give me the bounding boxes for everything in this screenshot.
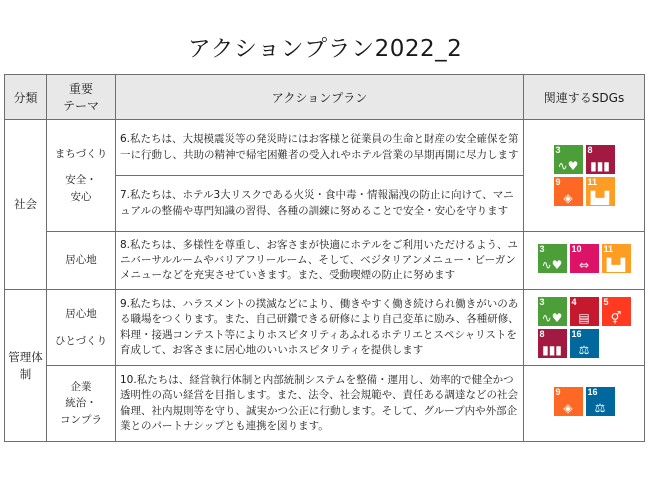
plan-item-8: 8.私たちは、多様性を尊重し、お客さまが快適にホテルをご利用いただけるよう、ユニバーサルルームやバリアフリールーム、そして、ベジタリアンメニュー・ビーガンメニューなどを充実させていきます。また、受動喫煙の防止に努めます [116,232,524,290]
theme-governance: 企業 統治・ コンプラ [47,366,116,442]
sdg-number: 16 [571,329,582,339]
heartbeat-icon: ∿♥ [541,258,563,272]
cubes-icon: ◈ [563,191,573,205]
table-row [5,232,645,290]
equality-icon: ⇔ [578,258,590,272]
sdg-8-tile [586,145,615,174]
gender-icon: ⚥ [610,311,622,325]
page-title: アクションプラン2022_2 [187,36,463,62]
sdg-icons [538,297,631,358]
growth-chart-icon: ▮▮▮ [590,159,610,173]
table-row [5,290,645,366]
sdg-16-tile [586,387,615,416]
action-plan-table [4,74,645,442]
header-plan: アクションプラン [116,75,524,120]
plan-item-7: 7.私たちは、ホテル3大リスクである火災・食中毒・情報漏洩の防止に向けて、マニュアルの整備や専門知識の習得、各種の訓練に努めることで安全・安心を守ります [116,176,524,232]
book-icon: ▤ [578,311,590,325]
sdg-group-3 [524,290,645,366]
sdg-11-tile [602,244,631,273]
heartbeat-icon: ∿♥ [557,159,579,173]
sdg-icons [554,145,615,206]
city-buildings-icon: ▙▟ [590,191,610,205]
growth-chart-icon: ▮▮▮ [542,343,562,357]
sdg-number: 10 [571,244,582,254]
sdg-number: 11 [603,244,614,254]
sdg-4-tile [570,297,599,326]
cubes-icon: ◈ [563,401,573,415]
sdg-number: 9 [555,387,561,397]
sdg-number: 4 [571,297,577,307]
theme-comfort-people: 居心地 ひとづくり [47,290,116,366]
sdg-3-tile [538,297,567,326]
sdg-number: 8 [539,329,545,339]
sdg-5-tile [602,297,631,326]
heartbeat-icon: ∿♥ [541,311,563,325]
table-row [5,366,645,442]
sdg-3-tile [538,244,567,273]
dove-gavel-icon: ⚖ [594,401,606,415]
plan-item-6: 6.私たちは、大規模震災等の発災時にはお客様と従業員の生命と財産の安全確保を第一に行動し、共助の精神で帰宅困難者の受入れやホテル営業の早期再開に尽力します [116,120,524,176]
sdg-group-2 [524,232,645,290]
sdg-group-1 [524,120,645,232]
sdg-number: 11 [587,177,598,187]
theme-town-safety: まちづくり 安全・ 安心 [47,120,116,232]
sdg-number: 3 [539,297,545,307]
dove-gavel-icon: ⚖ [578,343,590,357]
theme-comfort: 居心地 [47,232,116,290]
sdg-10-tile [570,244,599,273]
sdg-9-tile [554,177,583,206]
category-governance: 管理体制 [5,290,47,442]
sdg-number: 3 [539,244,545,254]
sdg-group-4 [524,366,645,442]
sdg-number: 16 [587,387,598,397]
header-category: 分類 [5,75,47,120]
sdg-8-tile [538,329,567,358]
sdg-icons [538,244,631,273]
sdg-icons [554,387,615,416]
sdg-3-tile [554,145,583,174]
sdg-number: 3 [555,145,561,155]
table-row [5,120,645,176]
table-header-row [5,75,645,120]
sdg-number: 9 [555,177,561,187]
sdg-number: 5 [603,297,609,307]
plan-item-10: 10.私たちは、経営執行体制と内部統制システムを整備・運用し、効率的で健全かつ透明性の高い経営を目指します。また、法令、社会規範や、責任ある調達などの社会倫理、社内規則等を守り、誠実かつ公正に行動します。そして、グループ内や外部企業とのパートナシップとも連携を図ります。 [116,366,524,442]
plan-item-9: 9.私たちは、ハラスメントの撲滅などにより、働きやすく働き続けられ働きがいのある職場をつくります。また、自己研鑽できる研修により自己変革に励み、各種研修、料理・接遇コンテスト等によりホスピタリティあふれるホテリエとスペシャリストを育成して、お客さまに居心地のいいホスピタリティを提供します [116,290,524,366]
sdg-number: 8 [587,145,593,155]
city-buildings-icon: ▙▟ [606,258,626,272]
sdg-16-tile [570,329,599,358]
header-theme: 重要 テーマ [47,75,116,120]
sdg-11-tile [586,177,615,206]
header-sdgs: 関連するSDGs [524,75,645,120]
category-society: 社会 [5,120,47,290]
sdg-9-tile [554,387,583,416]
